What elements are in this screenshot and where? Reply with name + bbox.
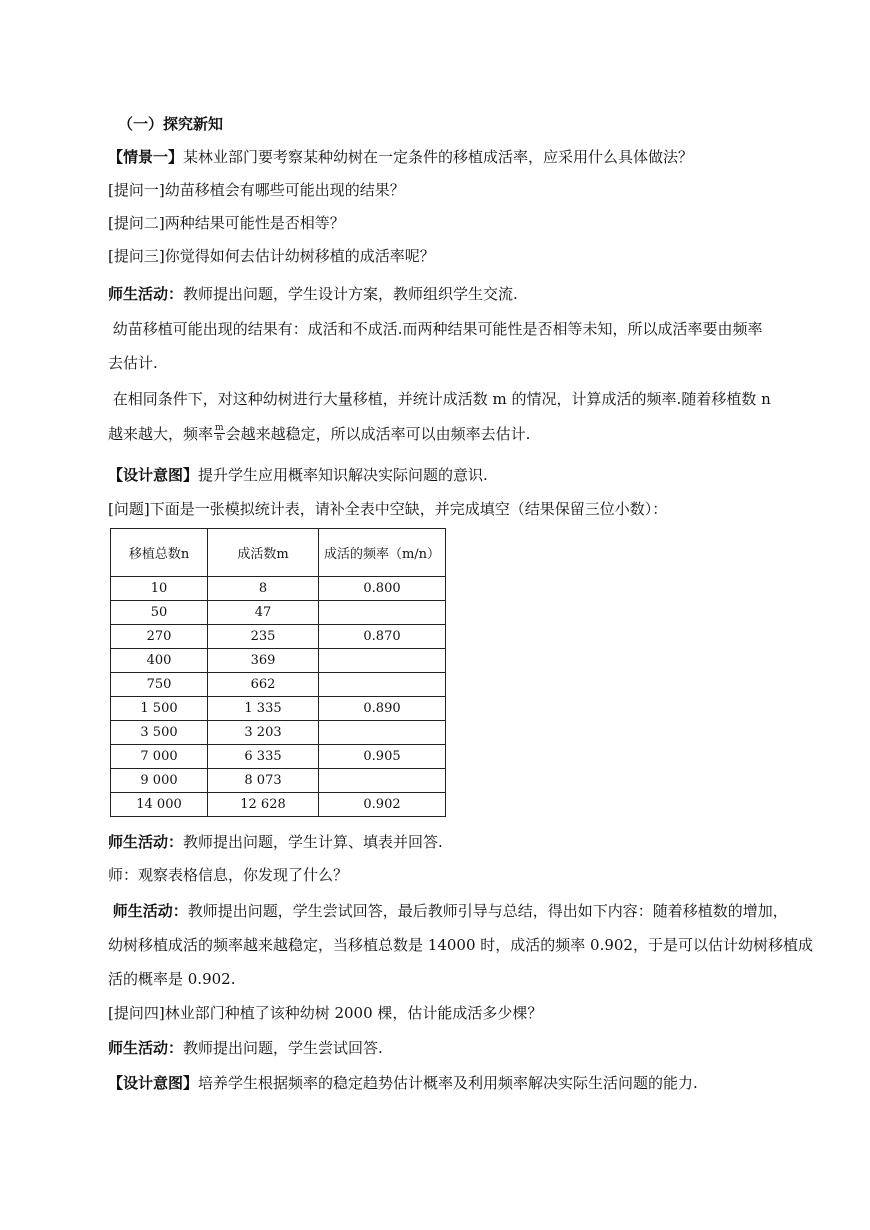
cell-n: 270: [111, 625, 208, 649]
teacher-question: 师：观察表格信息，你发现了什么？: [108, 866, 349, 884]
table-row: [111, 721, 446, 745]
design-intent-one: [108, 464, 798, 486]
cell-freq: 0.890: [319, 697, 446, 721]
question-four: [提问四]林业部门种植了该种幼树 2000 棵，估计能成活多少棵？: [108, 1004, 543, 1022]
table-row: [111, 697, 446, 721]
cell-freq: [319, 673, 446, 697]
cell-m: 8 073: [208, 769, 319, 793]
header-frequency: 成活的频率（m/n）: [319, 529, 446, 577]
cell-m: 369: [208, 649, 319, 673]
cell-freq: 0.800: [319, 577, 446, 601]
activity-text: 教师提出问题，学生设计方案，教师组织学生交流.: [183, 285, 518, 303]
para2-line1-text: 在相同条件下，对这种幼树进行大量移植，并统计成活数 m 的情况，计算成活的频率.随着移植数 n: [112, 390, 771, 408]
activity-three-line-2: 幼树移植成活的频率越来越稳定，当移植总数是 14000 时，成活的频率 0.902，于是可以估计幼树移植成: [108, 936, 813, 954]
cell-m: 3 203: [208, 721, 319, 745]
cell-freq: [319, 769, 446, 793]
paragraph-one-line-2: 去估计.: [108, 354, 158, 372]
cell-n: 3 500: [111, 721, 208, 745]
fraction-denominator: n: [216, 432, 223, 443]
header-total-n: 移植总数n: [111, 529, 208, 577]
table-row: [111, 793, 446, 817]
cell-m: 662: [208, 673, 319, 697]
cell-freq: 0.902: [319, 793, 446, 817]
cell-m: 8: [208, 577, 319, 601]
table-row: [111, 769, 446, 793]
activity-text: 教师提出问题，学生计算、填表并回答.: [183, 833, 443, 851]
activity-label: 师生活动：: [108, 1039, 184, 1057]
cell-m: 6 335: [208, 745, 319, 769]
cell-freq: 0.870: [319, 625, 446, 649]
question-two: [提问二]两种结果可能性是否相等？: [108, 214, 345, 232]
header-survived-m: 成活数m: [208, 529, 319, 577]
activity-three-line-3: 活的概率是 0.902.: [108, 970, 236, 988]
activity-three-line-1: [108, 900, 798, 922]
activity-text: 教师提出问题，学生尝试回答.: [183, 1039, 383, 1057]
question-one: [提问一]幼苗移植会有哪些可能出现的结果？: [108, 181, 405, 199]
fraction-numerator: m: [215, 422, 224, 433]
design-text: 提升学生应用概率知识解决实际问题的意识.: [198, 466, 488, 484]
table-row: [111, 625, 446, 649]
para1-line1-text: 幼苗移植可能出现的结果有：成活和不成活.而两种结果可能性是否相等未知，所以成活率要由频率: [112, 320, 763, 338]
activity3-line1-text: 教师提出问题，学生尝试回答，最后教师引导与总结，得出如下内容：随着移植数的增加，: [187, 902, 788, 920]
cell-n: 50: [111, 601, 208, 625]
question-three: [提问三]你觉得如何去估计幼树移植的成活率呢？: [108, 247, 435, 265]
design-intent-two: [108, 1072, 798, 1094]
activity-one: [108, 283, 798, 305]
cell-n: 1 500: [111, 697, 208, 721]
cell-n: 400: [111, 649, 208, 673]
cell-n: 9 000: [111, 769, 208, 793]
table-row: [111, 745, 446, 769]
cell-freq: [319, 601, 446, 625]
table-row: [111, 649, 446, 673]
fraction-m-over-n: [214, 424, 225, 443]
cell-m: 47: [208, 601, 319, 625]
cell-m: 1 335: [208, 697, 319, 721]
paragraph-two-line-2: [108, 423, 798, 445]
statistics-table: [110, 528, 446, 817]
scenario-one: [108, 146, 798, 168]
cell-freq: [319, 721, 446, 745]
activity-label: 师生活动：: [108, 285, 184, 303]
cell-n: 7 000: [111, 745, 208, 769]
activity-two: [108, 831, 798, 853]
scenario-text: 某林业部门要考察某种幼树在一定条件的移植成活率，应采用什么具体做法？: [183, 148, 694, 166]
cell-freq: 0.905: [319, 745, 446, 769]
para2-line2-pre: 越来越大，频率: [108, 425, 214, 443]
table-row: [111, 673, 446, 697]
scenario-tag: 【情景一】: [108, 148, 184, 166]
cell-m: 235: [208, 625, 319, 649]
table-row: [111, 601, 446, 625]
design-tag: 【设计意图】: [108, 1074, 199, 1092]
problem-statement: [问题]下面是一张模拟统计表，请补全表中空缺，并完成填空（结果保留三位小数）：: [108, 500, 668, 518]
table-header-row: [111, 529, 446, 577]
design-tag: 【设计意图】: [108, 466, 199, 484]
para2-line2-post: 会越来越稳定，所以成活率可以由频率去估计.: [225, 425, 531, 443]
cell-m: 12 628: [208, 793, 319, 817]
section-title: （一）探究新知: [118, 115, 224, 133]
activity-label: 师生活动：: [108, 833, 184, 851]
cell-n: 750: [111, 673, 208, 697]
paragraph-two-line-1: [108, 388, 798, 410]
paragraph-one-line-1: [108, 318, 798, 340]
activity-label: 师生活动：: [112, 902, 188, 920]
cell-freq: [319, 649, 446, 673]
table-row: [111, 577, 446, 601]
design-text: 培养学生根据频率的稳定趋势估计概率及利用频率解决实际生活问题的能力.: [198, 1074, 698, 1092]
cell-n: 14 000: [111, 793, 208, 817]
cell-n: 10: [111, 577, 208, 601]
activity-four: [108, 1037, 798, 1059]
